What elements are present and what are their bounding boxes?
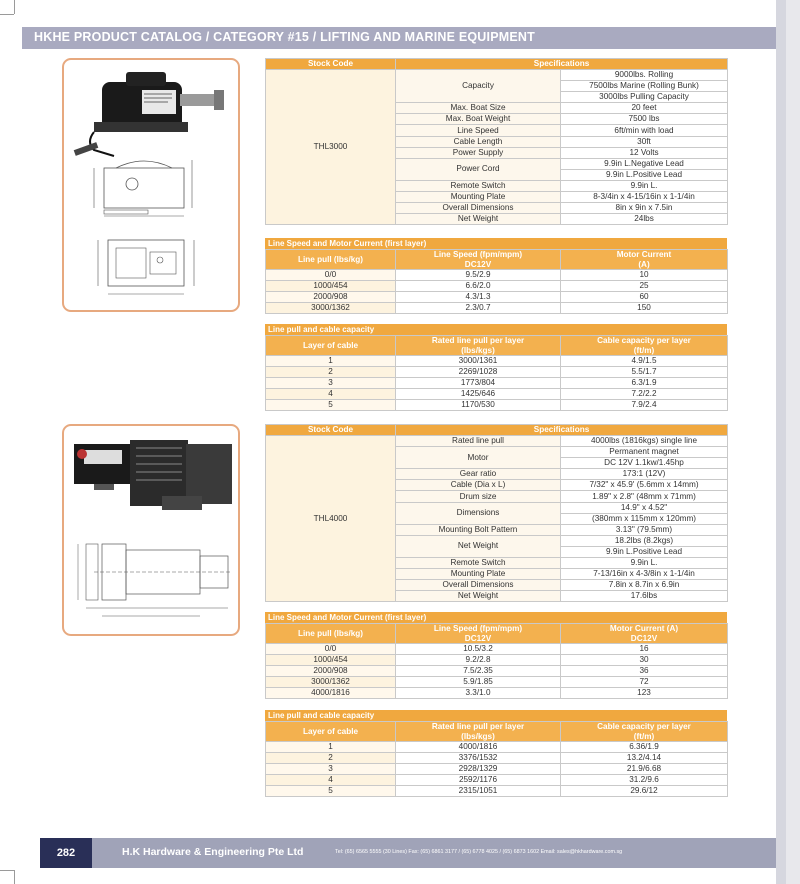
spec-value: 4000lbs (1816kgs) single line (561, 436, 728, 447)
crop-mark (14, 0, 15, 14)
table-cell: 29.6/12 (561, 786, 728, 797)
spec-label: Net Weight (396, 214, 561, 225)
table-cell: 9.2/2.8 (396, 655, 561, 666)
table-cell: 4 (266, 775, 396, 786)
spec-value: 14.9" x 4.52" (561, 502, 728, 513)
table-header-row (266, 59, 728, 70)
table-row (266, 303, 728, 314)
cable-table-thl4000 (265, 721, 728, 797)
table-row (266, 742, 728, 753)
section-title: Line Speed and Motor Current (first layer) (265, 238, 727, 249)
table-cell: 2000/908 (266, 292, 396, 303)
column-header (561, 722, 728, 742)
table-cell: 1000/454 (266, 655, 396, 666)
table-cell: 7.5/2.35 (396, 666, 561, 677)
spec-table-thl3000 (265, 58, 728, 225)
product-image-thl4000 (62, 424, 240, 636)
table-row (266, 666, 728, 677)
page-edge-strip-inner (776, 0, 786, 884)
specifications-header: Specifications (396, 425, 728, 436)
column-header-line: Cable capacity per layer (597, 336, 691, 345)
table-cell: 2315/1051 (396, 786, 561, 797)
table-cell: 5 (266, 786, 396, 797)
spec-value: 12 Volts (561, 147, 728, 158)
table-cell: 5.9/1.85 (396, 677, 561, 688)
spec-value: 9000lbs. Rolling (561, 70, 728, 81)
table-row (266, 270, 728, 281)
table-cell: 2 (266, 753, 396, 764)
table-cell: 1000/454 (266, 281, 396, 292)
table-cell: 9.5/2.9 (396, 270, 561, 281)
spec-label: Power Cord (396, 158, 561, 180)
speed-table-thl4000 (265, 623, 728, 699)
spec-value: 9.9in L.Negative Lead (561, 158, 728, 169)
stock-code-cell: THL4000 (266, 436, 396, 602)
spec-value: 7.8in x 8.7in x 6.9in (561, 580, 728, 591)
column-header-line: DC12V (464, 633, 492, 643)
column-header: Layer of cable (266, 722, 396, 742)
table-cell: 1 (266, 356, 396, 367)
table-row (266, 292, 728, 303)
table-cell: 2269/1028 (396, 367, 561, 378)
spec-value: 7500lbs Marine (Rolling Bunk) (561, 81, 728, 92)
page-number-box (40, 838, 92, 868)
spec-value: 9.9in L. (561, 180, 728, 191)
table-cell: 2 (266, 367, 396, 378)
spec-label: Motor (396, 447, 561, 469)
table-row (266, 775, 728, 786)
column-header-line: (lbs/kgs) (461, 731, 495, 741)
table-cell: 60 (561, 292, 728, 303)
spec-value: 18.2lbs (8.2kgs) (561, 535, 728, 546)
crop-mark (0, 14, 14, 15)
spec-value: 3000lbs Pulling Capacity (561, 92, 728, 103)
spec-label: Max. Boat Size (396, 103, 561, 114)
table-cell: 2.3/0.7 (396, 303, 561, 314)
table-cell: 6.6/2.0 (396, 281, 561, 292)
crop-mark (0, 870, 14, 871)
spec-value: 173:1 (12V) (561, 469, 728, 480)
table-cell: 1 (266, 742, 396, 753)
spec-value: 20 feet (561, 103, 728, 114)
table-row (266, 786, 728, 797)
table-cell: 150 (561, 303, 728, 314)
table-header-row (266, 250, 728, 270)
column-header (396, 722, 561, 742)
table-cell: 3.3/1.0 (396, 688, 561, 699)
spec-value: 3.13" (79.5mm) (561, 524, 728, 535)
table-header-row (266, 624, 728, 644)
table-cell: 3000/1362 (266, 677, 396, 688)
table-cell: 5.5/1.7 (561, 367, 728, 378)
table-cell: 21.9/6.68 (561, 764, 728, 775)
table-cell: 3000/1362 (266, 303, 396, 314)
table-row (266, 367, 728, 378)
table-row (266, 70, 728, 81)
spec-label: Line Speed (396, 125, 561, 136)
column-header-line: Motor Current (616, 250, 672, 259)
spec-label: Overall Dimensions (396, 580, 561, 591)
specifications-header: Specifications (396, 59, 728, 70)
table-cell: 0/0 (266, 644, 396, 655)
table-cell: 25 (561, 281, 728, 292)
column-header-line: DC12V (630, 633, 658, 643)
table-cell: 3 (266, 764, 396, 775)
spec-label: Power Supply (396, 147, 561, 158)
table-cell: 6.3/1.9 (561, 378, 728, 389)
table-cell: 1773/804 (396, 378, 561, 389)
spec-value: 7500 lbs (561, 114, 728, 125)
table-cell: 2000/908 (266, 666, 396, 677)
spec-label: Mounting Plate (396, 192, 561, 203)
table-row (266, 436, 728, 447)
table-row (266, 389, 728, 400)
table-row (266, 356, 728, 367)
table-cell: 4000/1816 (396, 742, 561, 753)
column-header-line: (ft/m) (633, 345, 655, 355)
table-cell: 0/0 (266, 270, 396, 281)
product-image-thl3000 (62, 58, 240, 312)
spec-label: Cable Length (396, 136, 561, 147)
spec-label: Dimensions (396, 502, 561, 524)
table-cell: 6.36/1.9 (561, 742, 728, 753)
table-cell: 72 (561, 677, 728, 688)
spec-value: 1.89" x 2.8" (48mm x 71mm) (561, 491, 728, 502)
spec-value: 30ft (561, 136, 728, 147)
column-header-line: Rated line pull per layer (431, 336, 525, 345)
table-row (266, 644, 728, 655)
section-title: Line Speed and Motor Current (first layer) (265, 612, 727, 623)
table-row (266, 677, 728, 688)
column-header (561, 336, 728, 356)
crop-mark (14, 870, 15, 884)
footer-company: H.K Hardware & Engineering Pte Ltd (122, 846, 304, 858)
table-header-row (266, 336, 728, 356)
table-cell: 4 (266, 389, 396, 400)
speed-table-thl3000 (265, 249, 728, 314)
spec-value: DC 12V 1.1kw/1.45hp (561, 458, 728, 469)
spec-value: 9.9in L. (561, 558, 728, 569)
spec-value: 8in x 9in x 7.5in (561, 203, 728, 214)
spec-label: Gear ratio (396, 469, 561, 480)
footer-contact: Tel: (65) 6565 5555 (30 Lines) Fax: (65) 6861 3177 / (65) 6778 4025 / (65) 6873 1602 Email: sales@hkhardware.com.sg (335, 849, 623, 855)
spec-table-thl4000 (265, 424, 728, 602)
table-header-row (266, 722, 728, 742)
spec-value: 7-13/16in x 4-3/8in x 1-1/4in (561, 569, 728, 580)
column-header (396, 336, 561, 356)
spec-label: Net Weight (396, 591, 561, 602)
column-header (561, 250, 728, 270)
column-header (561, 624, 728, 644)
table-cell: 4.3/1.3 (396, 292, 561, 303)
table-row (266, 655, 728, 666)
column-header-line: Cable capacity per layer (597, 722, 691, 731)
table-cell: 2592/1176 (396, 775, 561, 786)
spec-label: Capacity (396, 70, 561, 103)
spec-label: Mounting Bolt Pattern (396, 524, 561, 535)
column-header-line: Line Speed (fpm/mpm) (433, 250, 523, 259)
table-cell: 4000/1816 (266, 688, 396, 699)
table-cell: 2928/1329 (396, 764, 561, 775)
table-cell: 30 (561, 655, 728, 666)
spec-label: Cable (Dia x L) (396, 480, 561, 491)
column-header-line: (A) (638, 259, 650, 269)
spec-value: 7/32" x 45.9' (5.6mm x 14mm) (561, 480, 728, 491)
table-cell: 123 (561, 688, 728, 699)
table-cell: 3376/1532 (396, 753, 561, 764)
stock-code-cell: THL3000 (266, 70, 396, 225)
table-cell: 5 (266, 400, 396, 411)
stock-code-header: Stock Code (266, 425, 396, 436)
spec-value: 6ft/min with load (561, 125, 728, 136)
spec-value: (380mm x 115mm x 120mm) (561, 513, 728, 524)
column-header (396, 624, 561, 644)
table-cell: 16 (561, 644, 728, 655)
spec-value: 24lbs (561, 214, 728, 225)
table-cell: 36 (561, 666, 728, 677)
column-header-line: Line Speed (fpm/mpm) (433, 624, 523, 633)
spec-label: Mounting Plate (396, 569, 561, 580)
table-row (266, 688, 728, 699)
column-header-line: Motor Current (A) (609, 624, 679, 633)
spec-value: 9.9in L.Positive Lead (561, 546, 728, 557)
table-cell: 1425/646 (396, 389, 561, 400)
page-number: 282 (56, 847, 76, 859)
column-header-line: DC12V (464, 259, 492, 269)
table-cell: 13.2/4.14 (561, 753, 728, 764)
table-cell: 31.2/9.6 (561, 775, 728, 786)
table-row (266, 753, 728, 764)
spec-label: Overall Dimensions (396, 203, 561, 214)
table-cell: 3000/1361 (396, 356, 561, 367)
table-cell: 7.2/2.2 (561, 389, 728, 400)
table-row (266, 400, 728, 411)
header-bar (22, 27, 776, 49)
table-cell: 3 (266, 378, 396, 389)
section-title: Line pull and cable capacity (265, 324, 727, 335)
column-header: Line pull (lbs/kg) (266, 250, 396, 270)
column-header: Layer of cable (266, 336, 396, 356)
spec-label: Net Weight (396, 535, 561, 557)
spec-value: 17.6lbs (561, 591, 728, 602)
winch-drawing-icon (64, 426, 240, 636)
spec-value: Permanent magnet (561, 447, 728, 458)
table-cell: 1170/530 (396, 400, 561, 411)
table-cell: 10.5/3.2 (396, 644, 561, 655)
spec-label: Remote Switch (396, 558, 561, 569)
cable-table-thl3000 (265, 335, 728, 411)
column-header: Line pull (lbs/kg) (266, 624, 396, 644)
table-row (266, 281, 728, 292)
column-header-line: (lbs/kgs) (461, 345, 495, 355)
table-cell: 4.9/1.5 (561, 356, 728, 367)
spec-label: Drum size (396, 491, 561, 502)
spec-value: 9.9in L.Positive Lead (561, 169, 728, 180)
table-row (266, 764, 728, 775)
section-title: Line pull and cable capacity (265, 710, 727, 721)
column-header-line: (ft/m) (633, 731, 655, 741)
spec-label: Rated line pull (396, 436, 561, 447)
table-header-row (266, 425, 728, 436)
winch-drawing-icon (64, 60, 240, 312)
table-row (266, 378, 728, 389)
spec-value: 8-3/4in x 4-15/16in x 1-1/4in (561, 192, 728, 203)
page-title: HKHE PRODUCT CATALOG / CATEGORY #15 / LIFTING AND MARINE EQUIPMENT (34, 30, 535, 44)
spec-label: Remote Switch (396, 180, 561, 191)
column-header-line: Rated line pull per layer (431, 722, 525, 731)
stock-code-header: Stock Code (266, 59, 396, 70)
column-header (396, 250, 561, 270)
table-cell: 7.9/2.4 (561, 400, 728, 411)
table-cell: 10 (561, 270, 728, 281)
spec-label: Max. Boat Weight (396, 114, 561, 125)
